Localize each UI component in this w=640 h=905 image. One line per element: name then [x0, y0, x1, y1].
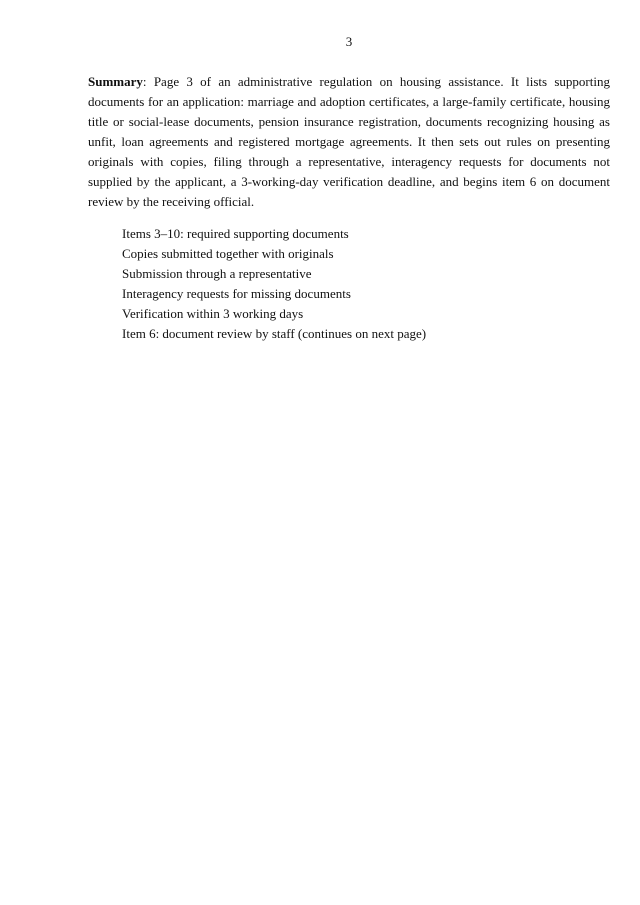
topic-item: Verification within 3 working days — [122, 306, 304, 321]
topic-item: Submission through a representative — [122, 266, 312, 281]
page-number: 3 — [345, 34, 353, 49]
summary-text: Page 3 of an administrative regulation on housing assistance. It lists supporting documents for an application: marriage and adoption certificates, a large-family certificate, housing title or social-lease documents, pension insurance registration, documents recognizing housing as unfit, loan agreements and registered mortgage agreements. It then sets out rules on presenting originals with copies, filing through a representative, interagency requests for documents not supplied by the applicant, a 3-working-day verification deadline, and begins item 6 on document review by the receiving official. — [88, 74, 610, 209]
content-summary: Summary: Page 3 of an administrative regulation on housing assistance. It lists supporting documents for an application: marriage and adoption certificates, a large-family certificate, housing title or social-lease documents, pension insurance registration, documents recognizing housing as unfit, loan agreements and registered mortgage agreements. It then sets out rules on presenting originals with copies, filing through a representative, interagency requests for documents not supplied by the applicant, a 3-working-day verification deadline, and begins item 6 on document review by the receiving official. — [88, 74, 610, 209]
summary-label: Summary — [88, 74, 143, 89]
topic-item: Items 3–10: required supporting documents — [122, 226, 349, 241]
topic-item: Copies submitted together with originals — [122, 246, 334, 261]
topic-item: Interagency requests for missing documents — [122, 286, 351, 301]
topic-list — [88, 224, 610, 344]
topic-item: Item 6: document review by staff (continues on next page) — [122, 326, 427, 341]
